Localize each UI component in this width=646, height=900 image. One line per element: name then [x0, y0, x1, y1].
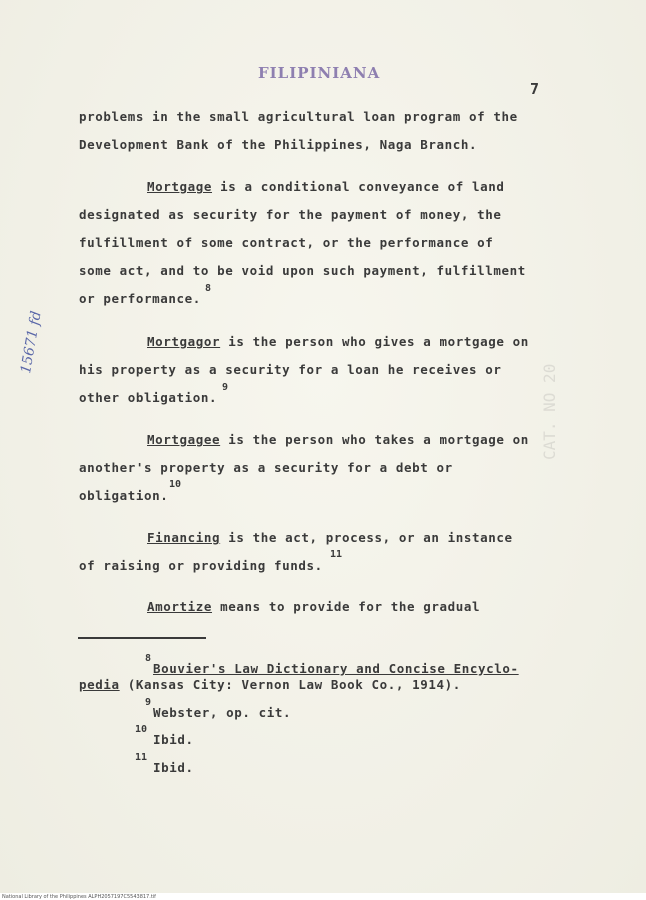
body-line: some act, and to be void upon such payment, fulfillment	[79, 263, 526, 278]
footnote-number: 10	[135, 724, 148, 735]
definition-mortgage-line: Mortgage is a conditional conveyance of land	[147, 179, 505, 194]
definition-amortize-line: Amortize means to provide for the gradual	[147, 599, 481, 614]
term-financing: Financing	[147, 530, 221, 545]
body-line: designated as security for the payment of money, the	[79, 207, 502, 222]
footnote-number: 11	[135, 752, 148, 763]
footnote-ref: 8	[205, 283, 212, 294]
body-line: his property as a security for a loan he receives or	[79, 362, 502, 377]
footnote-10-text: Ibid.	[153, 732, 194, 747]
term-mortgagor: Mortgagor	[147, 334, 221, 349]
body-line: Development Bank of the Philippines, Naga Branch.	[79, 137, 478, 152]
scan-caption: National Library of the Philippines ALPH2057197C5543817.tif	[2, 894, 156, 900]
footnote-9-text: Webster, op. cit.	[153, 705, 292, 720]
body-line: of raising or providing funds.	[79, 558, 323, 573]
filipiniana-stamp: FILIPINIANA	[258, 64, 381, 82]
body-line: or performance.	[79, 291, 201, 306]
body-line: other obligation.	[79, 390, 218, 405]
footnote-8-line2: pedia (Kansas City: Vernon Law Book Co., 1914).	[79, 677, 461, 692]
definition-mortgagee-line: Mortgagee is the person who takes a mortgage on	[147, 432, 529, 447]
footnote-ref: 9	[222, 382, 229, 393]
term-mortgagee: Mortgagee	[147, 432, 221, 447]
footnote-11-text: Ibid.	[153, 760, 194, 775]
footnote-ref: 11	[330, 549, 343, 560]
handwritten-margin-note: 15671 fd	[18, 309, 45, 375]
footnote-ref: 10	[169, 479, 182, 490]
term-amortize: Amortize	[147, 599, 213, 614]
definition-mortgagor-line: Mortgagor is the person who gives a mortgage on	[147, 334, 529, 349]
body-line: fulfillment of some contract, or the performance of	[79, 235, 494, 250]
body-line: problems in the small agricultural loan program of the	[79, 109, 518, 124]
body-line: another's property as a security for a debt or	[79, 460, 453, 475]
footnote-number: 9	[145, 697, 152, 708]
footnote-divider	[78, 637, 206, 639]
definition-financing-line: Financing is the act, process, or an instance	[147, 530, 513, 545]
page-number: 7	[530, 80, 540, 98]
footnote-8-line1: Bouvier's Law Dictionary and Concise Encyclo-	[153, 661, 519, 676]
faint-bleedthrough-mark: CAT. NO 20	[540, 363, 559, 460]
term-mortgage: Mortgage	[147, 179, 213, 194]
footnote-number: 8	[145, 653, 152, 664]
body-line: obligation.	[79, 488, 169, 503]
